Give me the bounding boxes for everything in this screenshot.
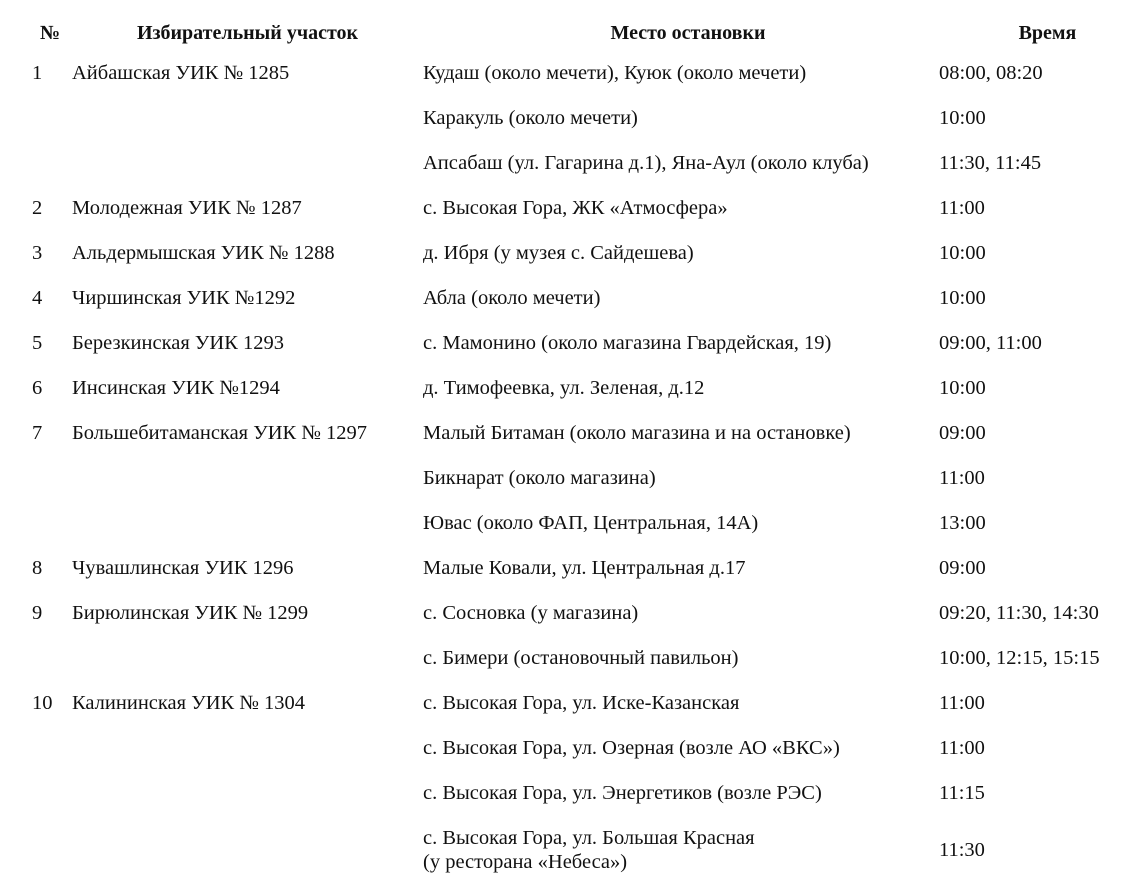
row-number	[20, 99, 72, 144]
row-number: 2	[32, 197, 43, 219]
row-number: 4	[32, 287, 43, 309]
row-number: 3	[32, 242, 43, 264]
row-time: 13:00	[939, 512, 986, 534]
row-time: 08:00, 08:20	[939, 62, 1043, 84]
row-polling-station: Инсинская УИК №1294	[72, 377, 280, 399]
row-polling-station: Калининская УИК № 1304	[72, 692, 305, 714]
row-time: 09:20, 11:30, 14:30	[939, 602, 1099, 624]
table-row	[20, 234, 1130, 279]
row-time: 11:00	[939, 737, 985, 759]
header-stop-location: Место остановки	[610, 22, 766, 44]
row-polling-station	[72, 459, 423, 504]
row-polling-station	[72, 774, 423, 819]
row-time: 10:00	[939, 287, 986, 309]
row-number: 10	[32, 692, 53, 714]
row-time: 10:00	[939, 242, 986, 264]
row-stop-location: с. Высокая Гора, ЖК «Атмосфера»	[423, 197, 728, 219]
table-row	[20, 729, 1130, 774]
row-polling-station: Айбашская УИК № 1285	[72, 62, 290, 84]
table-row	[20, 189, 1130, 234]
table-row	[20, 369, 1130, 414]
table-row	[20, 324, 1130, 369]
row-time: 11:15	[939, 782, 985, 804]
row-time: 11:00	[939, 692, 985, 714]
table-body	[20, 54, 1130, 883]
row-polling-station: Березкинская УИК 1293	[72, 332, 284, 354]
row-time: 09:00	[939, 557, 986, 579]
row-stop-location: Каракуль (около мечети)	[423, 107, 638, 129]
row-number: 6	[32, 377, 43, 399]
row-polling-station: Бирюлинская УИК № 1299	[72, 602, 309, 624]
row-time: 10:00	[939, 107, 986, 129]
row-time: 10:00	[939, 377, 986, 399]
row-time: 11:00	[939, 197, 985, 219]
header-polling-station: Избирательный участок	[136, 22, 359, 44]
row-polling-station: Альдермышская УИК № 1288	[72, 242, 335, 264]
row-stop-location: с. Бимери (остановочный павильон)	[423, 647, 739, 669]
row-polling-station	[72, 504, 423, 549]
row-stop-location: с. Сосновка (у магазина)	[423, 602, 639, 624]
row-stop-location: с. Высокая Гора, ул. Энергетиков (возле РЭС)	[423, 782, 822, 804]
row-number: 8	[32, 557, 43, 579]
row-time: 11:00	[939, 467, 985, 489]
row-stop-location: с. Мамонино (около магазина Гвардейская, 19)	[423, 332, 832, 354]
row-number	[20, 819, 72, 883]
row-number: 1	[32, 62, 43, 84]
row-polling-station	[72, 639, 423, 684]
row-number	[20, 729, 72, 774]
row-time: 11:30	[939, 839, 985, 861]
row-polling-station: Чувашлинская УИК 1296	[72, 557, 294, 579]
table-row	[20, 684, 1130, 729]
table-row	[20, 279, 1130, 324]
table-row	[20, 819, 1130, 883]
row-stop-location: д. Ибря (у музея с. Сайдешева)	[423, 242, 694, 264]
row-stop-location: Малые Ковали, ул. Центральная д.17	[423, 557, 746, 579]
table-row	[20, 54, 1130, 99]
row-number	[20, 504, 72, 549]
row-stop-location: с. Высокая Гора, ул. Озерная (возле АО «ВКС»)	[423, 737, 840, 759]
stop-location-line-1: с. Высокая Гора, ул. Большая Красная	[423, 827, 755, 849]
row-stop-location	[423, 819, 939, 883]
table-header-row	[20, 12, 1130, 54]
table-row	[20, 594, 1130, 639]
row-time: 10:00, 12:15, 15:15	[939, 647, 1100, 669]
row-polling-station: Чиршинская УИК №1292	[72, 287, 296, 309]
row-stop-location: Бикнарат (около магазина)	[423, 467, 656, 489]
row-stop-location: Ювас (около ФАП, Центральная, 14А)	[423, 512, 759, 534]
row-number: 9	[32, 602, 43, 624]
row-time: 09:00	[939, 422, 986, 444]
row-polling-station	[72, 144, 423, 189]
stop-location-line-2: (у ресторана «Небеса»)	[423, 851, 628, 873]
row-number	[20, 144, 72, 189]
schedule-table	[20, 12, 1130, 883]
table-row	[20, 99, 1130, 144]
row-polling-station	[72, 819, 423, 883]
table-row	[20, 459, 1130, 504]
table-row	[20, 144, 1130, 189]
row-stop-location: д. Тимофеевка, ул. Зеленая, д.12	[423, 377, 705, 399]
row-polling-station	[72, 729, 423, 774]
row-time: 11:30, 11:45	[939, 152, 1042, 174]
row-polling-station	[72, 99, 423, 144]
header-number: №	[40, 22, 61, 44]
table-row	[20, 504, 1130, 549]
table-row	[20, 774, 1130, 819]
row-polling-station: Большебитаманская УИК № 1297	[72, 422, 368, 444]
table-row	[20, 414, 1130, 459]
row-number	[20, 639, 72, 684]
row-number	[20, 459, 72, 504]
row-stop-location: Малый Битаман (около магазина и на остановке)	[423, 422, 851, 444]
row-stop-location: Абла (около мечети)	[423, 287, 601, 309]
table-row	[20, 549, 1130, 594]
row-number: 5	[32, 332, 43, 354]
row-number: 7	[32, 422, 43, 444]
row-time: 09:00, 11:00	[939, 332, 1042, 354]
row-polling-station: Молодежная УИК № 1287	[72, 197, 302, 219]
row-stop-location: Апсабаш (ул. Гагарина д.1), Яна-Аул (около клуба)	[423, 152, 869, 174]
row-number	[20, 774, 72, 819]
row-stop-location: с. Высокая Гора, ул. Иске-Казанская	[423, 692, 740, 714]
table-row	[20, 639, 1130, 684]
row-stop-location: Кудаш (около мечети), Куюк (около мечети)	[423, 62, 807, 84]
header-time: Время	[1018, 22, 1077, 44]
